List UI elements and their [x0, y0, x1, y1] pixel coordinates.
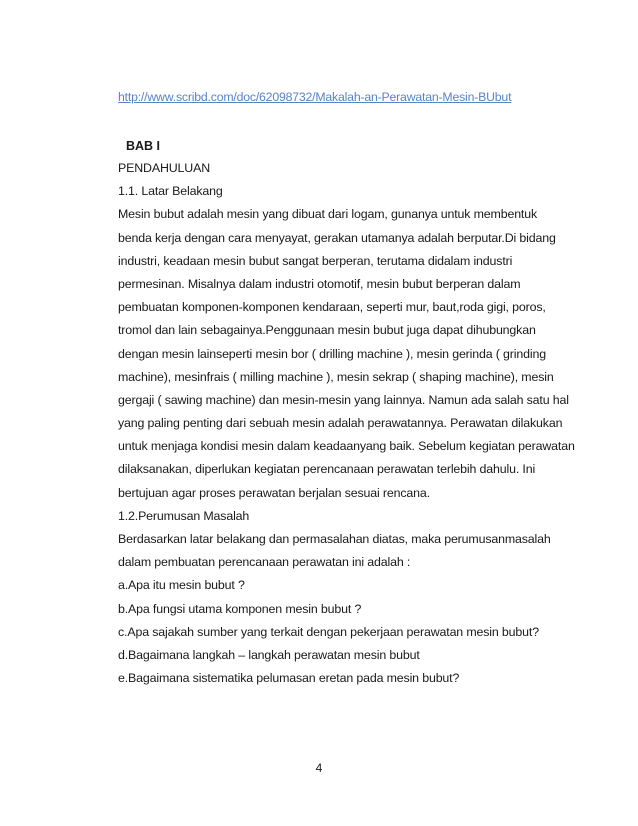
list-item: a.Apa itu mesin bubut ? [118, 578, 245, 593]
body-text [118, 160, 575, 693]
text-line: untuk menjaga kondisi mesin dalam keadaanyang baik. Sebelum kegiatan perawatan [118, 439, 575, 454]
subsection-heading: 1.2.Perumusan Masalah [118, 508, 250, 523]
list-item: b.Apa fungsi utama komponen mesin bubut ? [118, 601, 362, 616]
text-line: bertujuan agar proses perawatan berjalan sesuai rencana. [118, 485, 430, 500]
text-line: machine), mesinfrais ( milling machine ), mesin sekrap ( shaping machine), mesin [118, 369, 554, 384]
text-line: dilaksanakan, diperlukan kegiatan perencanaan perawatan terlebih dahulu. Ini [118, 462, 536, 477]
text-line: Berdasarkan latar belakang dan permasalahan diatas, maka perumusanmasalah [118, 532, 551, 546]
section-title: PENDAHULUAN [118, 161, 210, 175]
list-item: e.Bagaimana sistematika pelumasan eretan pada mesin bubut? [118, 671, 460, 686]
text-line: permesinan. Misalnya dalam industri otomotif, mesin bubut berperan dalam [118, 276, 521, 291]
page-content [118, 89, 575, 693]
chapter-heading: BAB I [126, 139, 161, 153]
page-number: 4 [315, 761, 323, 775]
text-line: Mesin bubut adalah mesin yang dibuat dari logam, gunanya untuk membentuk [118, 207, 538, 222]
subsection-heading: 1.1. Latar Belakang [118, 184, 223, 199]
text-line: dengan mesin lainseperti mesin bor ( drilling machine ), mesin gerinda ( grinding [118, 346, 546, 361]
list-item: d.Bagaimana langkah – langkah perawatan mesin bubut [118, 647, 420, 662]
list-item: c.Apa sajakah sumber yang terkait dengan pekerjaan perawatan mesin bubut? [118, 624, 539, 639]
text-line: benda kerja dengan cara menyayat, gerakan utamanya adalah berputar.Di bidang [118, 230, 556, 245]
source-link[interactable]: http://www.scribd.com/doc/62098732/Makalah-an-Perawatan-Mesin-BUbut [118, 90, 512, 104]
text-line: industri, keadaan mesin bubut sangat berperan, terutama didalam industri [118, 253, 513, 268]
text-line: pembuatan komponen-komponen kendaraan, seperti mur, baut,roda gigi, poros, [118, 300, 546, 315]
text-line: yang paling penting dari sebuah mesin adalah perawatannya. Perawatan dilakukan [118, 416, 563, 431]
text-line: dalam pembuatan perencanaan perawatan ini adalah : [118, 555, 411, 570]
text-line: gergaji ( sawing machine) dan mesin-mesin yang lainnya. Namun ada salah satu hal [118, 392, 569, 407]
text-line: tromol dan lain sebagainya.Penggunaan mesin bubut juga dapat dihubungkan [118, 323, 536, 338]
